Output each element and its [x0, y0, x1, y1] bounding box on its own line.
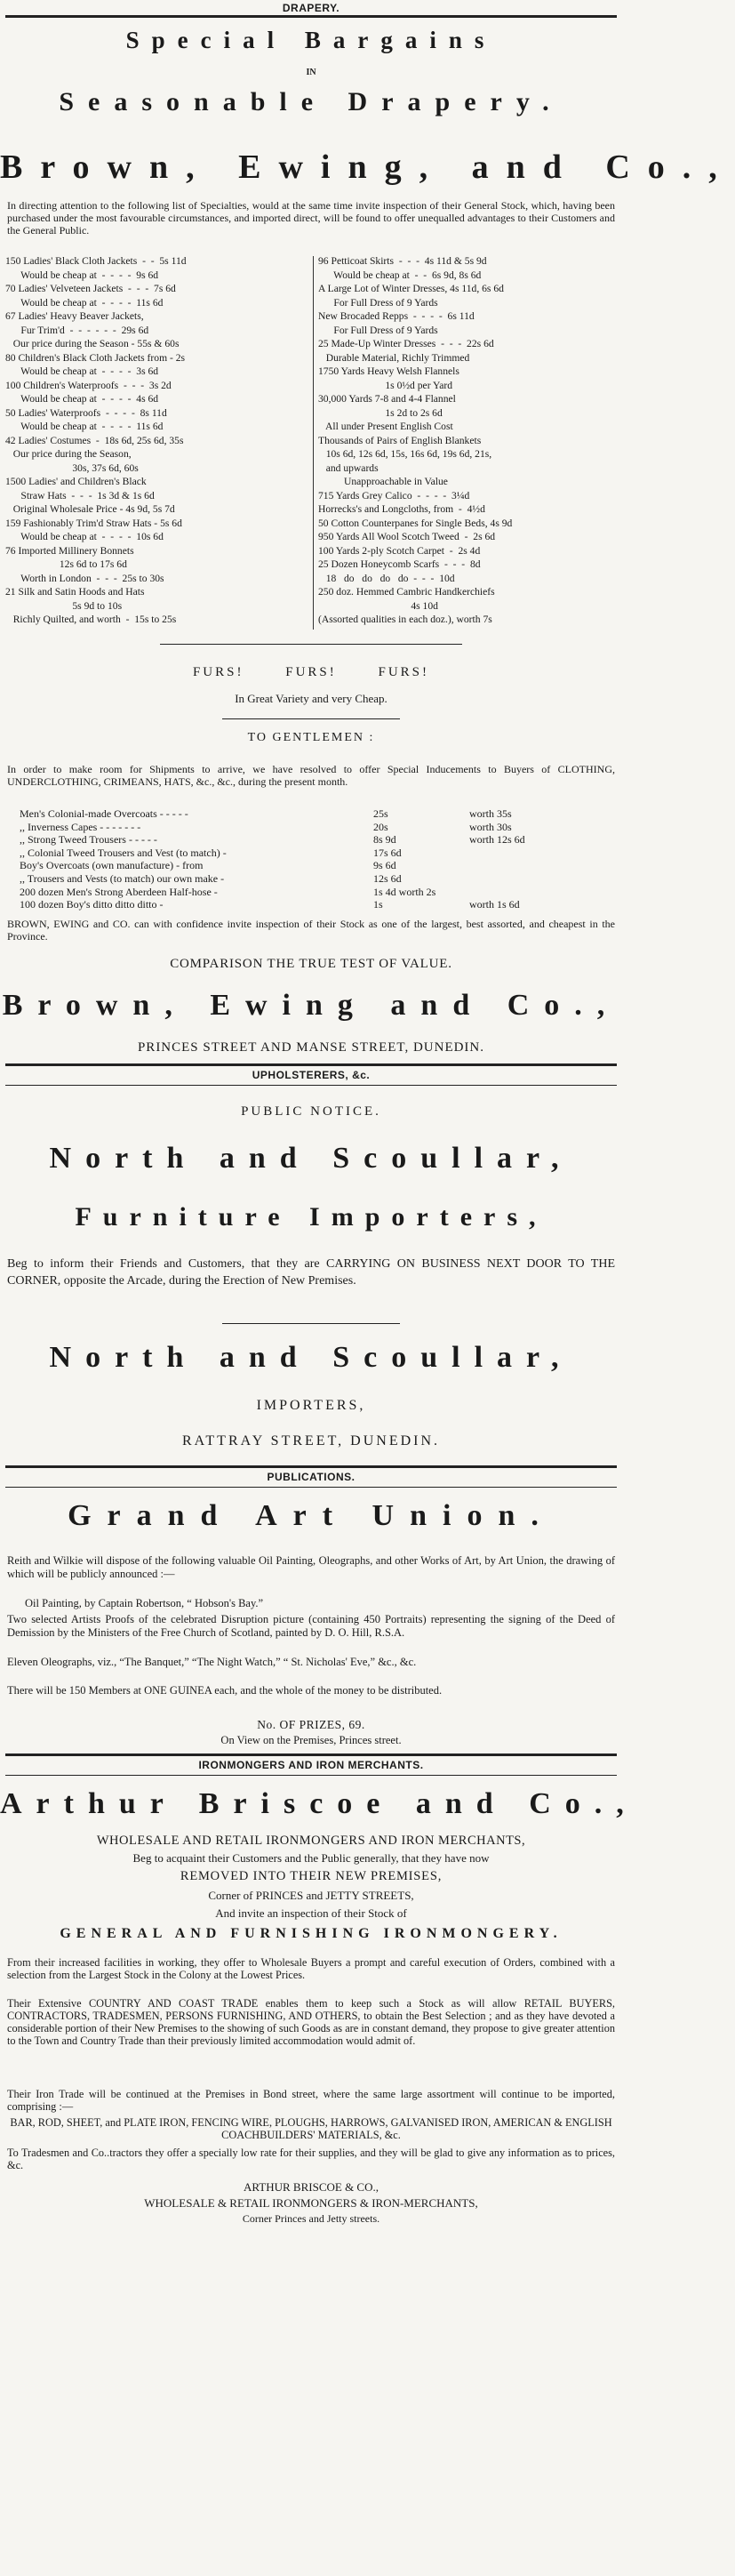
gents-item: ,, Colonial Tweed Trousers and Vest (to match) -: [20, 846, 227, 859]
price-list-line: For Full Dress of 9 Yards: [318, 324, 438, 336]
ironmongers-signature-1: ARTHUR BRISCOE & CO.,: [244, 2180, 379, 2194]
price-list-line: 76 Imported Millinery Bonnets: [5, 544, 134, 557]
drapery-firm-name: Brown, Ewing, and Co.,: [0, 148, 735, 186]
ironmongers-firm-name: Arthur Briscoe and Co.,: [0, 1787, 638, 1820]
price-list-line: Horrecks's and Longcloths, from - 4½d: [318, 503, 485, 515]
art-union-item-oil-painting: Oil Painting, by Captain Robertson, “ Hobson's Bay.”: [25, 1597, 264, 1609]
drapery-price-list-right: [318, 254, 619, 627]
gents-item: ,, Inverness Capes - - - - - - -: [20, 820, 141, 833]
ironmongers-sub-1: WHOLESALE AND RETAIL IRONMONGERS AND IRON MERCHANTS,: [96, 1834, 526, 1848]
price-list-line: Would be cheap at - - - - 4s 6d: [5, 393, 159, 405]
ironmongers-body-1: From their increased facilities in working, they offer to Wholesale Buyers a prompt and careful execution of Orders, combined with a selection from the Largest Stock in the Colony at the Lowest Prices.: [7, 1956, 615, 1981]
section-heading-drapery: DRAPERY.: [282, 2, 340, 14]
gents-price: 17s 6d: [373, 846, 402, 859]
price-list-line: Would be cheap at - - - - 11s 6d: [5, 421, 164, 432]
gents-item: ,, Trousers and Vests (to match) our own make -: [20, 871, 225, 885]
section-heading-publications: PUBLICATIONS.: [267, 1471, 356, 1483]
gentlemen-price-table: [20, 807, 606, 911]
price-list-line: 18 do do do do - - - 10d: [318, 572, 455, 584]
price-list-line: Would be cheap at - - - - 10s 6d: [5, 531, 164, 542]
ironmongers-sub-5: And invite an inspection of their Stock of: [215, 1906, 407, 1920]
price-list-line: 1s 0½d per Yard: [318, 379, 453, 391]
gents-price: 9s 6d: [373, 859, 396, 872]
price-list-line: Our price during the Season - 55s & 60s: [5, 338, 180, 349]
price-list-line: 25 Made-Up Winter Dresses - - - 22s 6d: [318, 338, 494, 349]
gents-item: ,, Strong Tweed Trousers - - - - -: [20, 833, 157, 847]
art-union-body-4: There will be 150 Members at ONE GUINEA each, and the whole of the money to be distributed.: [7, 1684, 443, 1697]
price-list-line: (Assorted qualities in each doz.), worth 7s: [318, 614, 492, 625]
price-list-line: Straw Hats - - - 1s 3d & 1s 6d: [5, 489, 155, 502]
art-union-view: On View on the Premises, Princes street.: [220, 1734, 402, 1746]
ironmongers-sub-4: Corner of PRINCES and JETTY STREETS,: [208, 1889, 414, 1902]
gents-item: 200 dozen Men's Strong Aberdeen Half-hose -: [20, 885, 218, 898]
ironmongers-sub-3: REMOVED INTO THEIR NEW PREMISES,: [180, 1869, 443, 1883]
price-list-line: For Full Dress of 9 Yards: [318, 296, 438, 309]
art-union-prizes: No. OF PRIZES, 69.: [257, 1718, 365, 1731]
public-notice-heading: PUBLIC NOTICE.: [241, 1104, 381, 1119]
gents-worth: worth 30s: [469, 820, 512, 833]
gents-price: 25s: [373, 807, 388, 820]
drapery-headline-in: IN: [306, 68, 316, 77]
gentlemen-heading: TO GENTLEMEN :: [247, 731, 375, 744]
price-list-line: 150 Ladies' Black Cloth Jackets - - 5s 11d: [5, 255, 187, 267]
section-heading-upholsterers: UPHOLSTERERS, &c.: [252, 1069, 371, 1081]
upholsterers-trade: Furniture Importers,: [75, 1202, 547, 1232]
drapery-headline-1: Special Bargains: [125, 27, 497, 53]
gents-worth: worth 1s 6d: [469, 898, 520, 911]
upholsterers-firm-name: North and Scoullar,: [49, 1142, 573, 1175]
price-list-line: A Large Lot of Winter Dresses, 4s 11d, 6s 6d: [318, 283, 504, 294]
short-divider: [160, 644, 462, 645]
furs-subline: In Great Variety and very Cheap.: [235, 692, 387, 705]
price-list-line: 100 Children's Waterproofs - - - 3s 2d: [5, 379, 172, 391]
gents-price: 1s 4d worth 2s: [373, 885, 436, 898]
gents-item: Men's Colonial-made Overcoats - - - - -: [20, 807, 188, 820]
price-list-line: Would be cheap at - - 6s 9d, 8s 6d: [318, 269, 482, 281]
price-list-line: and upwards: [318, 461, 379, 474]
price-list-line: 42 Ladies' Costumes - 18s 6d, 25s 6d, 35s: [5, 434, 184, 446]
price-list-line: New Brocaded Repps - - - - 6s 11d: [318, 310, 475, 322]
ironmongers-sub-6: GENERAL AND FURNISHING IRONMONGERY.: [60, 1926, 563, 1941]
gents-worth: [469, 872, 594, 886]
ironmongers-body-5: To Tradesmen and Co..tractors they offer a specially low rate for their supplies, and they will be glad to give any information as to prices, &c.: [7, 2147, 615, 2171]
price-list-line: Worth in London - - - 25s to 30s: [5, 572, 164, 584]
ironmongers-signature-3: Corner Princes and Jetty streets.: [242, 2212, 380, 2225]
gents-price: 1s: [373, 898, 383, 911]
upholsterers-firm-name-2: North and Scoullar,: [49, 1341, 573, 1374]
price-list-line: Would be cheap at - - - - 11s 6d: [5, 296, 164, 309]
price-list-line: 96 Petticoat Skirts - - - 4s 11d & 5s 9d: [318, 255, 487, 267]
price-list-line: 12s 6d to 17s 6d: [5, 558, 127, 570]
price-list-line: 715 Yards Grey Calico - - - - 3¼d: [318, 489, 470, 502]
gents-item: 100 dozen Boy's ditto ditto ditto -: [20, 898, 164, 911]
divider: [5, 1063, 617, 1066]
art-union-body-3: Eleven Oleographs, viz., “The Banquet,” “The Night Watch,” “ St. Nicholas' Eve,” &c., &c.: [7, 1656, 417, 1668]
drapery-address: PRINCES STREET AND MANSE STREET, DUNEDIN.: [137, 1040, 485, 1055]
ironmongers-body-2: Their Extensive COUNTRY AND COAST TRADE enables them to keep such a Stock as will allow RETAIL BUYERS, CONTRACTORS, TRADESMEN, PERSONS FURNISHING, AND OTHERS, to obtain the Best Selection ; and as they have devoted a considerable portion of their New Premises to the showing of such Goods as are in constant demand, they propose to give greater attention to the Town and Country Trade than their previously limited accommodation would admit of.: [7, 1997, 615, 2047]
price-list-line: Durable Material, Richly Trimmed: [318, 351, 470, 364]
price-list-line: 10s 6d, 12s 6d, 15s, 16s 6d, 19s 6d, 21s,: [318, 448, 492, 460]
gents-worth: worth 35s: [469, 807, 512, 820]
price-list-line: 21 Silk and Satin Hoods and Hats: [5, 586, 145, 598]
price-list-line: All under Present English Cost: [318, 421, 453, 432]
divider: [5, 1753, 617, 1756]
price-list-line: 1500 Ladies' and Children's Black: [5, 476, 147, 487]
art-union-body-1: Reith and Wilkie will dispose of the following valuable Oil Painting, Oleographs, and other Works of Art, by Art Union, the drawing of which will be publicly announced :—: [7, 1554, 615, 1580]
gents-worth: [469, 886, 594, 899]
price-list-line: 159 Fashionably Trim'd Straw Hats - 5s 6d: [5, 517, 182, 529]
ironmongers-body-3: Their Iron Trade will be continued at the Premises in Bond street, where the same large assortment will continue to be imported, comprising :—: [7, 2088, 615, 2113]
price-list-line: Thousands of Pairs of English Blankets: [318, 434, 482, 446]
price-list-line: 80 Children's Black Cloth Jackets from - 2s: [5, 351, 186, 364]
price-list-line: Unapproachable in Value: [318, 476, 448, 487]
drapery-closing: BROWN, EWING and CO. can with confidence invite inspection of their Stock as one of the largest, best assorted, and cheapest in the Province.: [7, 918, 615, 943]
gents-worth: worth 12s 6d: [469, 833, 525, 847]
divider: [5, 1465, 617, 1468]
short-divider: [222, 1323, 400, 1324]
price-list-line: 100 Yards 2-ply Scotch Carpet - 2s 4d: [318, 544, 481, 557]
price-list-line: 4s 10d: [318, 599, 438, 612]
upholsterers-address: RATTRAY STREET, DUNEDIN.: [181, 1433, 441, 1448]
furs-banner: FURS! FURS! FURS!: [192, 665, 430, 679]
price-list-line: Fur Trim'd - - - - - - 29s 6d: [5, 324, 149, 336]
divider: [5, 1085, 617, 1086]
drapery-headline-2: Seasonable Drapery.: [59, 87, 563, 116]
price-list-line: 70 Ladies' Velveteen Jackets - - - 7s 6d: [5, 283, 176, 294]
price-list-line: 25 Dozen Honeycomb Scarfs - - - 8d: [318, 558, 481, 570]
upholsterers-notice-body: Beg to inform their Friends and Customers, that they are CARRYING ON BUSINESS NEXT DOOR TO THE CORNER, opposite the Arcade, during the Erection of New Premises.: [7, 1257, 615, 1288]
column-divider: [313, 256, 314, 630]
price-list-line: 1750 Yards Heavy Welsh Flannels: [318, 365, 459, 377]
gents-price: 12s 6d: [373, 871, 402, 885]
price-list-line: 5s 9d to 10s: [5, 599, 123, 612]
divider: [5, 1775, 617, 1776]
price-list-line: 30,000 Yards 7-8 and 4-4 Flannel: [318, 393, 456, 405]
price-list-line: 67 Ladies' Heavy Beaver Jackets,: [5, 310, 144, 322]
gentlemen-intro: In order to make room for Shipments to arrive, we have resolved to offer Special Inducements to Buyers of CLOTHING, UNDERCLOTHING, CRIMEANS, HATS, &c., &c., during the present month.: [7, 763, 615, 788]
price-list-line: 50 Ladies' Waterproofs - - - - 8s 11d: [5, 406, 167, 419]
gents-price: 8s 9d: [373, 833, 396, 847]
ironmongers-body-4: BAR, ROD, SHEET, and PLATE IRON, FENCING WIRE, PLOUGHS, HARROWS, GALVANISED IRON, AMERICAN & ENGLISH COACHBUILDERS' MATERIALS, &c.: [10, 2116, 612, 2141]
drapery-firm-name-2: Brown, Ewing and Co.,: [2, 989, 620, 1022]
gents-worth: [469, 859, 594, 872]
section-heading-ironmongers: IRONMONGERS AND IRON MERCHANTS.: [198, 1759, 424, 1771]
price-list-line: Would be cheap at - - - - 9s 6d: [5, 269, 159, 281]
price-list-line: 30s, 37s 6d, 60s: [5, 461, 139, 474]
ironmongers-signature-2: WHOLESALE & RETAIL IRONMONGERS & IRON-MERCHANTS,: [144, 2196, 478, 2210]
price-list-line: 50 Cotton Counterpanes for Single Beds, 4s 9d: [318, 517, 513, 529]
short-divider: [222, 718, 400, 719]
gents-item: Boy's Overcoats (own manufacture) - from: [20, 859, 204, 872]
art-union-title: Grand Art Union.: [68, 1499, 555, 1532]
ironmongers-sub-2: Beg to acquaint their Customers and the Public generally, that they have now: [132, 1851, 490, 1865]
price-list-line: Original Wholesale Price - 4s 9d, 5s 7d: [5, 503, 175, 515]
price-list-line: 1s 2d to 2s 6d: [318, 406, 443, 419]
price-list-line: 250 doz. Hemmed Cambric Handkerchiefs: [318, 586, 495, 598]
comparison-slogan: COMPARISON THE TRUE TEST OF VALUE.: [170, 957, 452, 971]
price-list-line: Richly Quilted, and worth - 15s to 25s: [5, 614, 177, 625]
price-list-line: Would be cheap at - - - - 3s 6d: [5, 365, 159, 377]
gents-price: 20s: [373, 820, 388, 833]
art-union-body-2: Two selected Artists Proofs of the celebrated Disruption picture (containing 450 Portraits) representing the signing of the Deed of Demission by the Ministers of the Free Church of Scotland, painted by D. O. Hill, R.S.A.: [7, 1613, 615, 1639]
price-list-line: Our price during the Season,: [5, 448, 132, 460]
price-list-line: 950 Yards All Wool Scotch Tweed - 2s 6d: [318, 531, 496, 542]
upholsterers-importers: IMPORTERS,: [256, 1398, 366, 1413]
divider: [5, 1487, 617, 1488]
drapery-price-list-left: [5, 254, 308, 627]
divider: [5, 15, 617, 18]
drapery-intro: In directing attention to the following list of Specialties, would at the same time invite inspection of their General Stock, which, having been purchased under the most favourable circumstances, and imported direct, will be found to offer unequalled advantages to their Customers and the General Public.: [7, 199, 615, 237]
gents-worth: [469, 847, 594, 860]
